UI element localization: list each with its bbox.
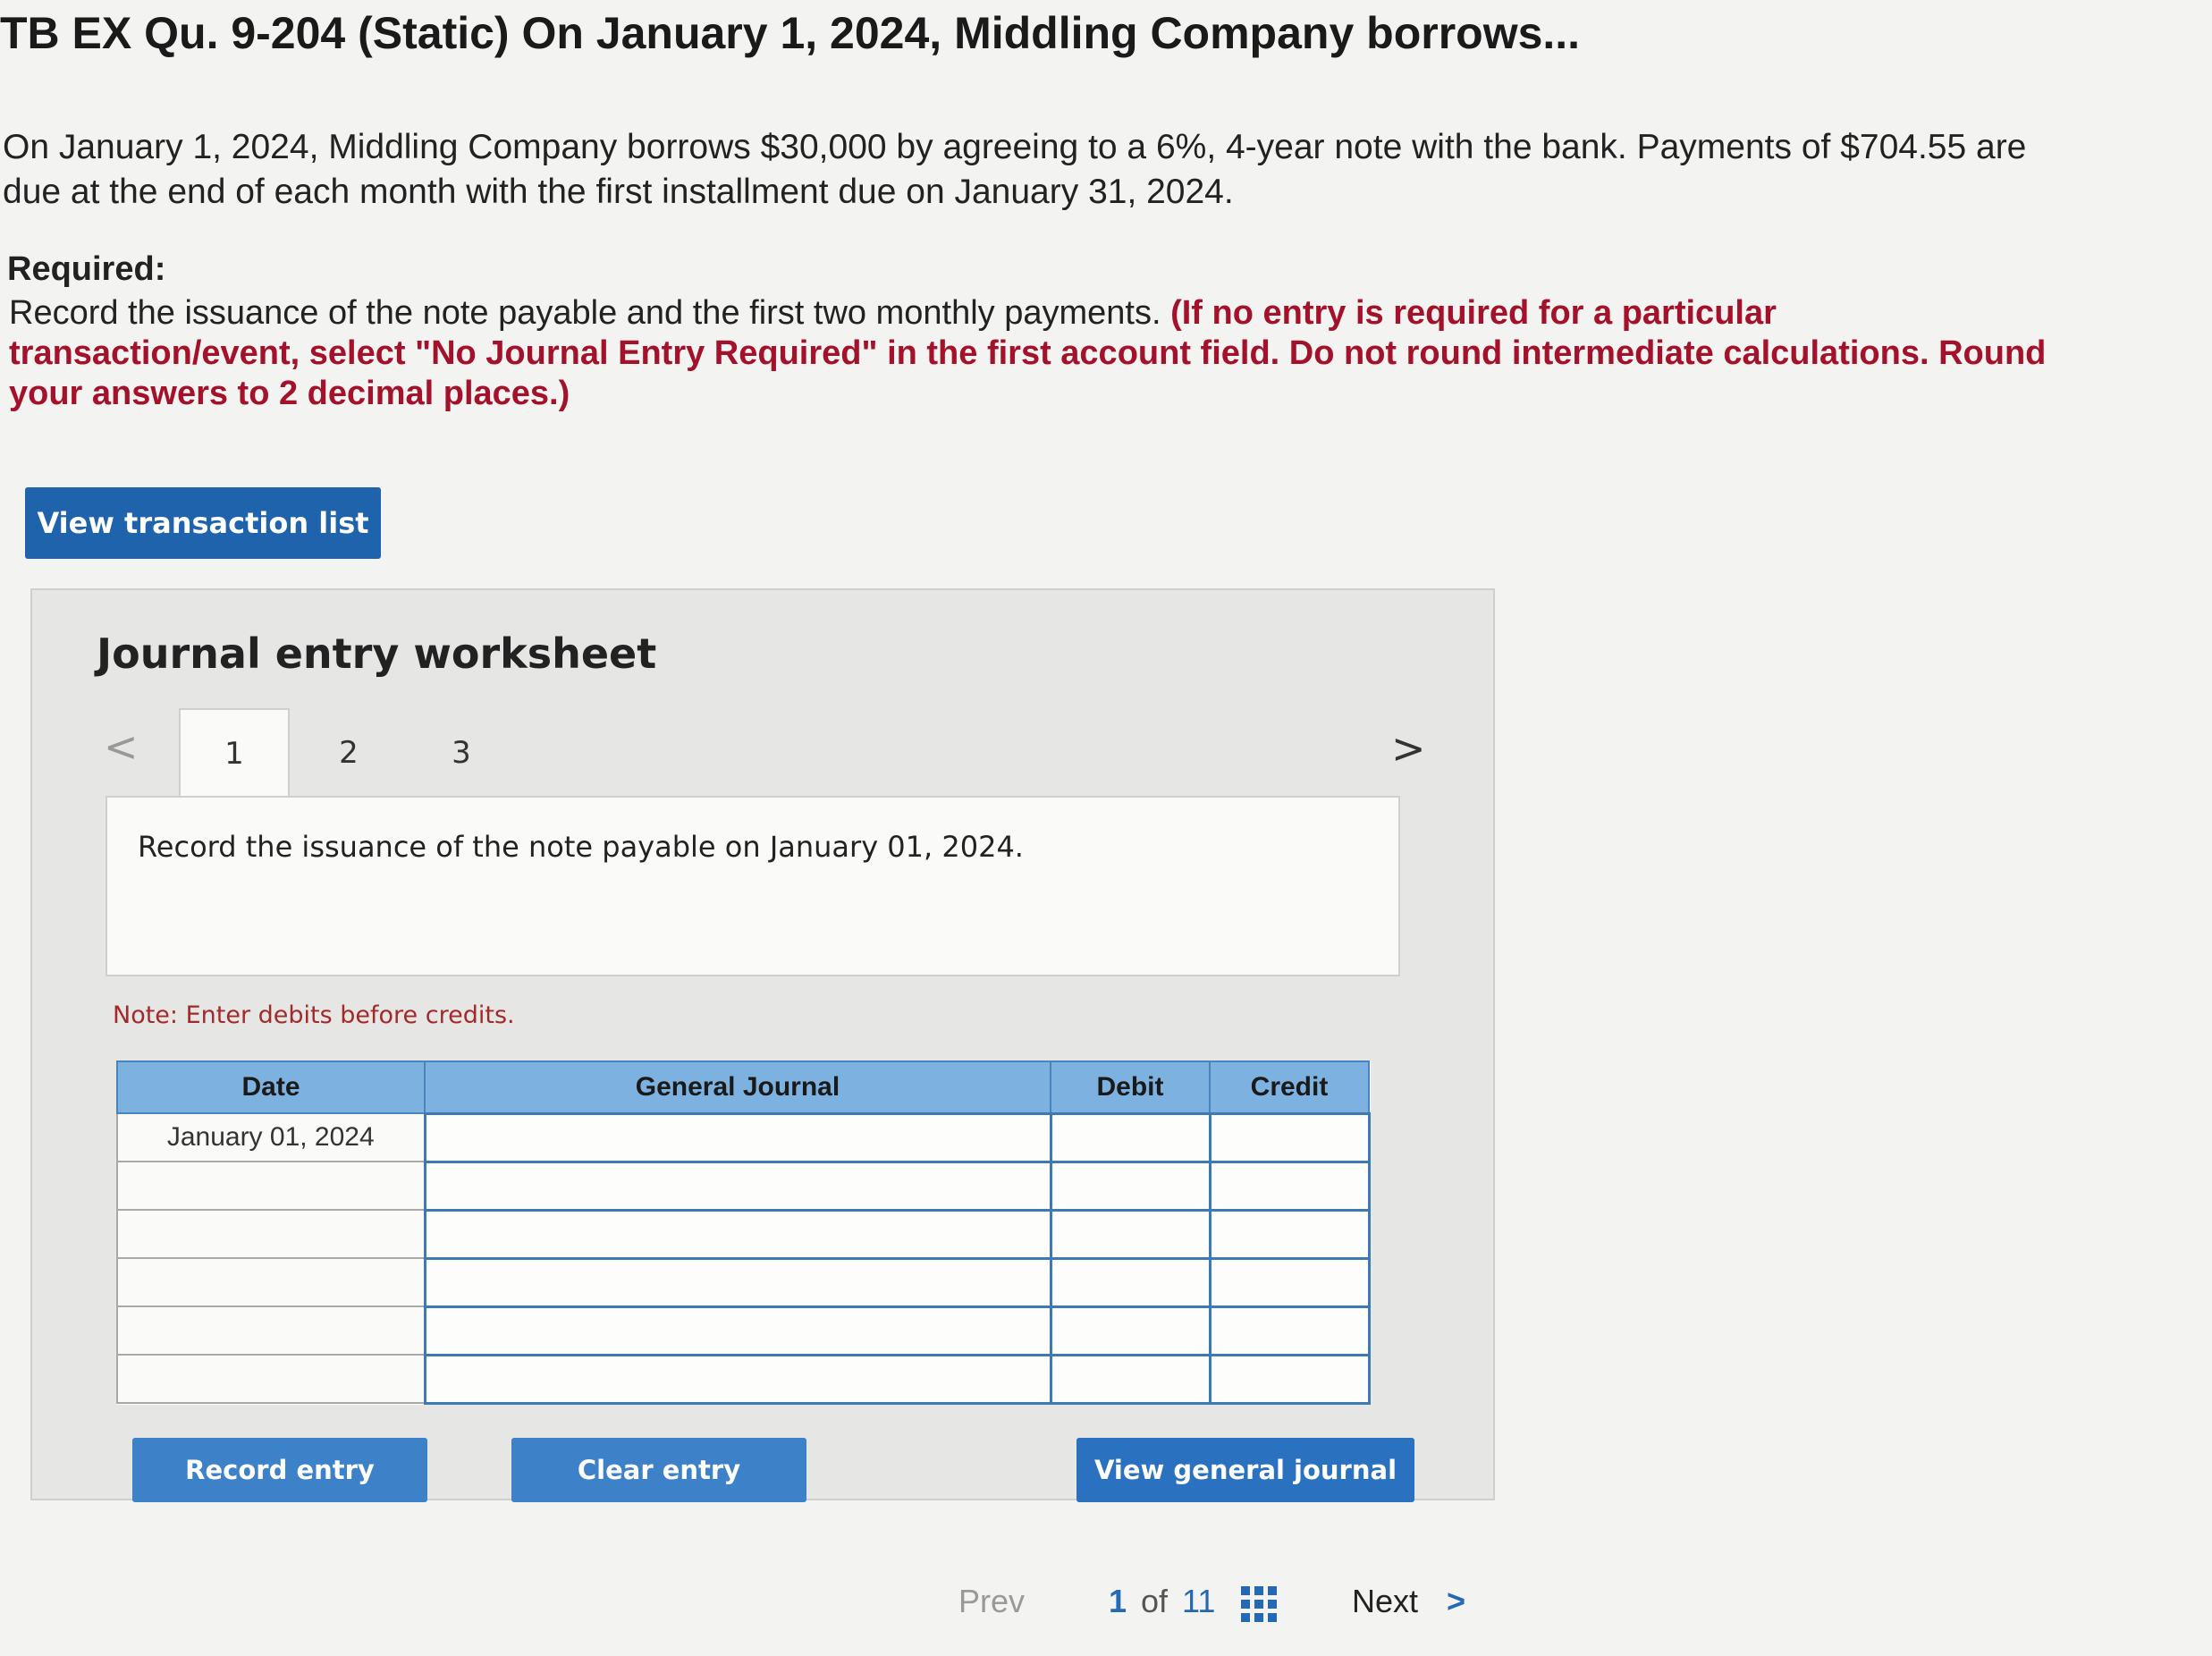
- debit-input[interactable]: [1052, 1212, 1209, 1257]
- debit-input[interactable]: [1052, 1356, 1209, 1402]
- instruction-box: [106, 796, 1400, 976]
- debit-input[interactable]: [1052, 1308, 1209, 1354]
- credit-cell[interactable]: [1210, 1306, 1369, 1355]
- tab-3[interactable]: 3: [452, 735, 471, 771]
- table-row: [117, 1258, 1369, 1306]
- table-row: [117, 1113, 1369, 1162]
- table-row: [117, 1355, 1369, 1403]
- total-pages: 11: [1182, 1583, 1216, 1619]
- credit-cell[interactable]: [1210, 1162, 1369, 1210]
- debit-cell[interactable]: [1051, 1258, 1210, 1306]
- account-cell[interactable]: [425, 1210, 1051, 1258]
- tab-1[interactable]: 1: [179, 708, 290, 798]
- date-cell: [117, 1355, 425, 1403]
- grid-icon[interactable]: [1239, 1584, 1279, 1632]
- account-input[interactable]: [426, 1163, 1050, 1209]
- table-row: [117, 1210, 1369, 1258]
- credit-input[interactable]: [1212, 1163, 1368, 1209]
- page-of-label: of: [1141, 1583, 1169, 1619]
- required-instruction: (If no entry is required for a particular transaction/event, select "No Journal Entry Required" in the first account field. Do not round intermediate calculations. Round your answers to 2 decimal places.): [9, 294, 2047, 412]
- account-input[interactable]: [426, 1212, 1050, 1257]
- required-label: Required:: [7, 250, 166, 288]
- date-cell: [117, 1258, 425, 1306]
- required-text: [9, 293, 2065, 414]
- record-entry-button[interactable]: Record entry: [132, 1438, 427, 1502]
- clear-entry-button[interactable]: Clear entry: [511, 1438, 806, 1502]
- credit-cell[interactable]: [1210, 1355, 1369, 1403]
- tab-2[interactable]: 2: [339, 735, 359, 771]
- table-row: [117, 1306, 1369, 1355]
- journal-entry-worksheet: [30, 588, 1495, 1500]
- account-input[interactable]: [426, 1356, 1050, 1402]
- account-cell[interactable]: [425, 1113, 1051, 1162]
- credit-input[interactable]: [1212, 1212, 1368, 1257]
- next-button[interactable]: Next: [1352, 1583, 1419, 1619]
- credit-input[interactable]: [1212, 1115, 1368, 1161]
- account-cell[interactable]: [425, 1355, 1051, 1403]
- date-cell: January 01, 2024: [117, 1113, 425, 1162]
- debit-cell[interactable]: [1051, 1162, 1210, 1210]
- debit-cell[interactable]: [1051, 1210, 1210, 1258]
- account-input[interactable]: [426, 1308, 1050, 1354]
- account-input[interactable]: [426, 1115, 1050, 1161]
- chevron-left-icon[interactable]: <: [104, 722, 139, 771]
- debit-input[interactable]: [1052, 1115, 1209, 1161]
- current-page: 1: [1109, 1583, 1127, 1619]
- credit-cell[interactable]: [1210, 1210, 1369, 1258]
- debit-cell[interactable]: [1051, 1113, 1210, 1162]
- debit-cell[interactable]: [1051, 1306, 1210, 1355]
- question-title: TB EX Qu. 9-204 (Static) On January 1, 2024, Middling Company borrows...: [0, 8, 1581, 58]
- chevron-right-icon[interactable]: >: [1447, 1583, 1466, 1619]
- prev-button[interactable]: Prev: [958, 1583, 1026, 1619]
- header-credit: Credit: [1210, 1061, 1369, 1113]
- note-text: Note: Enter debits before credits.: [113, 1001, 515, 1029]
- journal-header-row: [117, 1061, 1369, 1113]
- account-cell[interactable]: [425, 1162, 1051, 1210]
- credit-cell[interactable]: [1210, 1258, 1369, 1306]
- required-main-text: Record the issuance of the note payable and the first two monthly payments.: [9, 294, 1161, 332]
- journal-table: [116, 1060, 1371, 1405]
- view-general-journal-button[interactable]: View general journal: [1076, 1438, 1414, 1502]
- credit-input[interactable]: [1212, 1308, 1368, 1354]
- account-cell[interactable]: [425, 1306, 1051, 1355]
- credit-input[interactable]: [1212, 1260, 1368, 1305]
- debit-input[interactable]: [1052, 1260, 1209, 1305]
- view-transaction-list-button[interactable]: View transaction list: [25, 487, 381, 559]
- header-debit: Debit: [1051, 1061, 1210, 1113]
- chevron-right-icon[interactable]: >: [1391, 724, 1426, 773]
- date-cell: [117, 1162, 425, 1210]
- debit-input[interactable]: [1052, 1163, 1209, 1209]
- debit-cell[interactable]: [1051, 1355, 1210, 1403]
- instruction-text: Record the issuance of the note payable on January 01, 2024.: [138, 830, 1024, 864]
- header-general-journal: General Journal: [425, 1061, 1051, 1113]
- credit-cell[interactable]: [1210, 1113, 1369, 1162]
- credit-input[interactable]: [1212, 1356, 1368, 1402]
- account-cell[interactable]: [425, 1258, 1051, 1306]
- date-cell: [117, 1210, 425, 1258]
- worksheet-title: Journal entry worksheet: [97, 629, 657, 678]
- account-input[interactable]: [426, 1260, 1050, 1305]
- question-body: On January 1, 2024, Middling Company borrows $30,000 by agreeing to a 6%, 4-year note with the bank. Payments of $704.55 are due at the end of each month with the first installment due on January 31, 2024.: [3, 128, 2027, 211]
- date-cell: [117, 1306, 425, 1355]
- header-date: Date: [117, 1061, 425, 1113]
- table-row: [117, 1162, 1369, 1210]
